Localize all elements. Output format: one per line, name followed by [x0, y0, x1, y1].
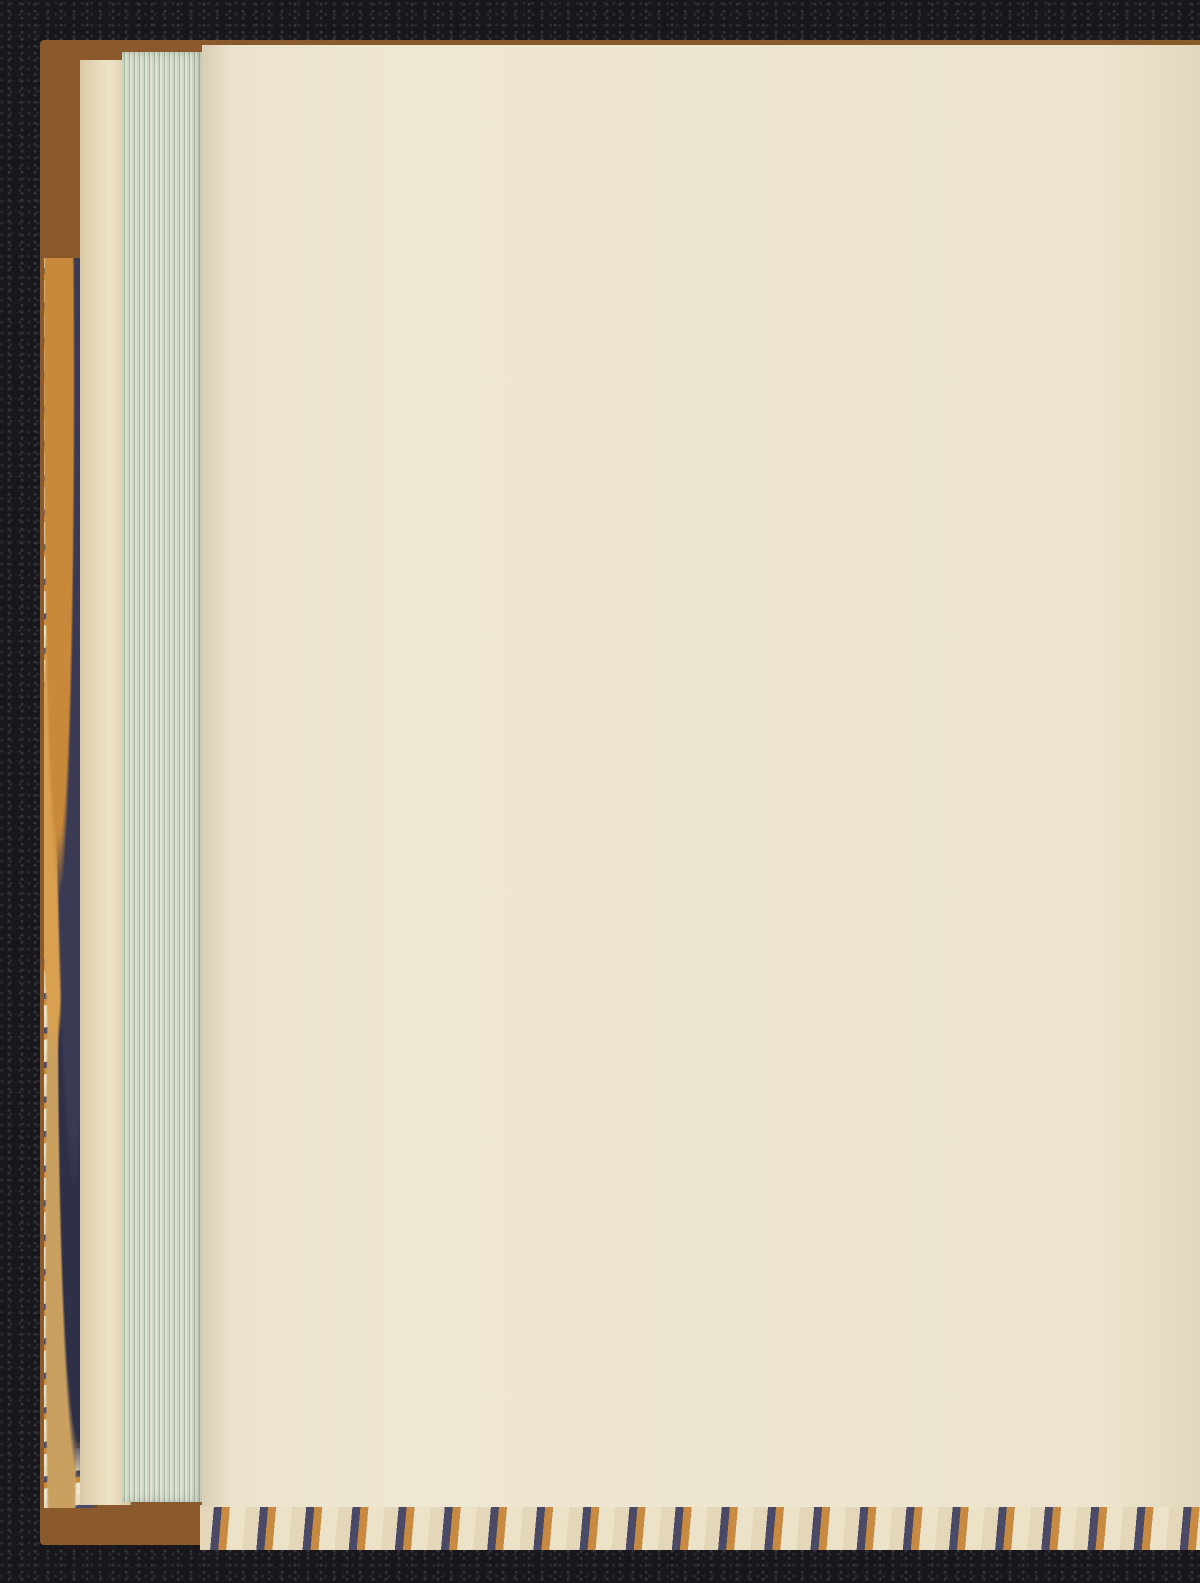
page-edges	[122, 52, 204, 1502]
marbled-edge-bottom	[200, 1505, 1200, 1550]
catalogue-list	[365, 193, 1175, 202]
book-page	[202, 45, 1200, 1507]
